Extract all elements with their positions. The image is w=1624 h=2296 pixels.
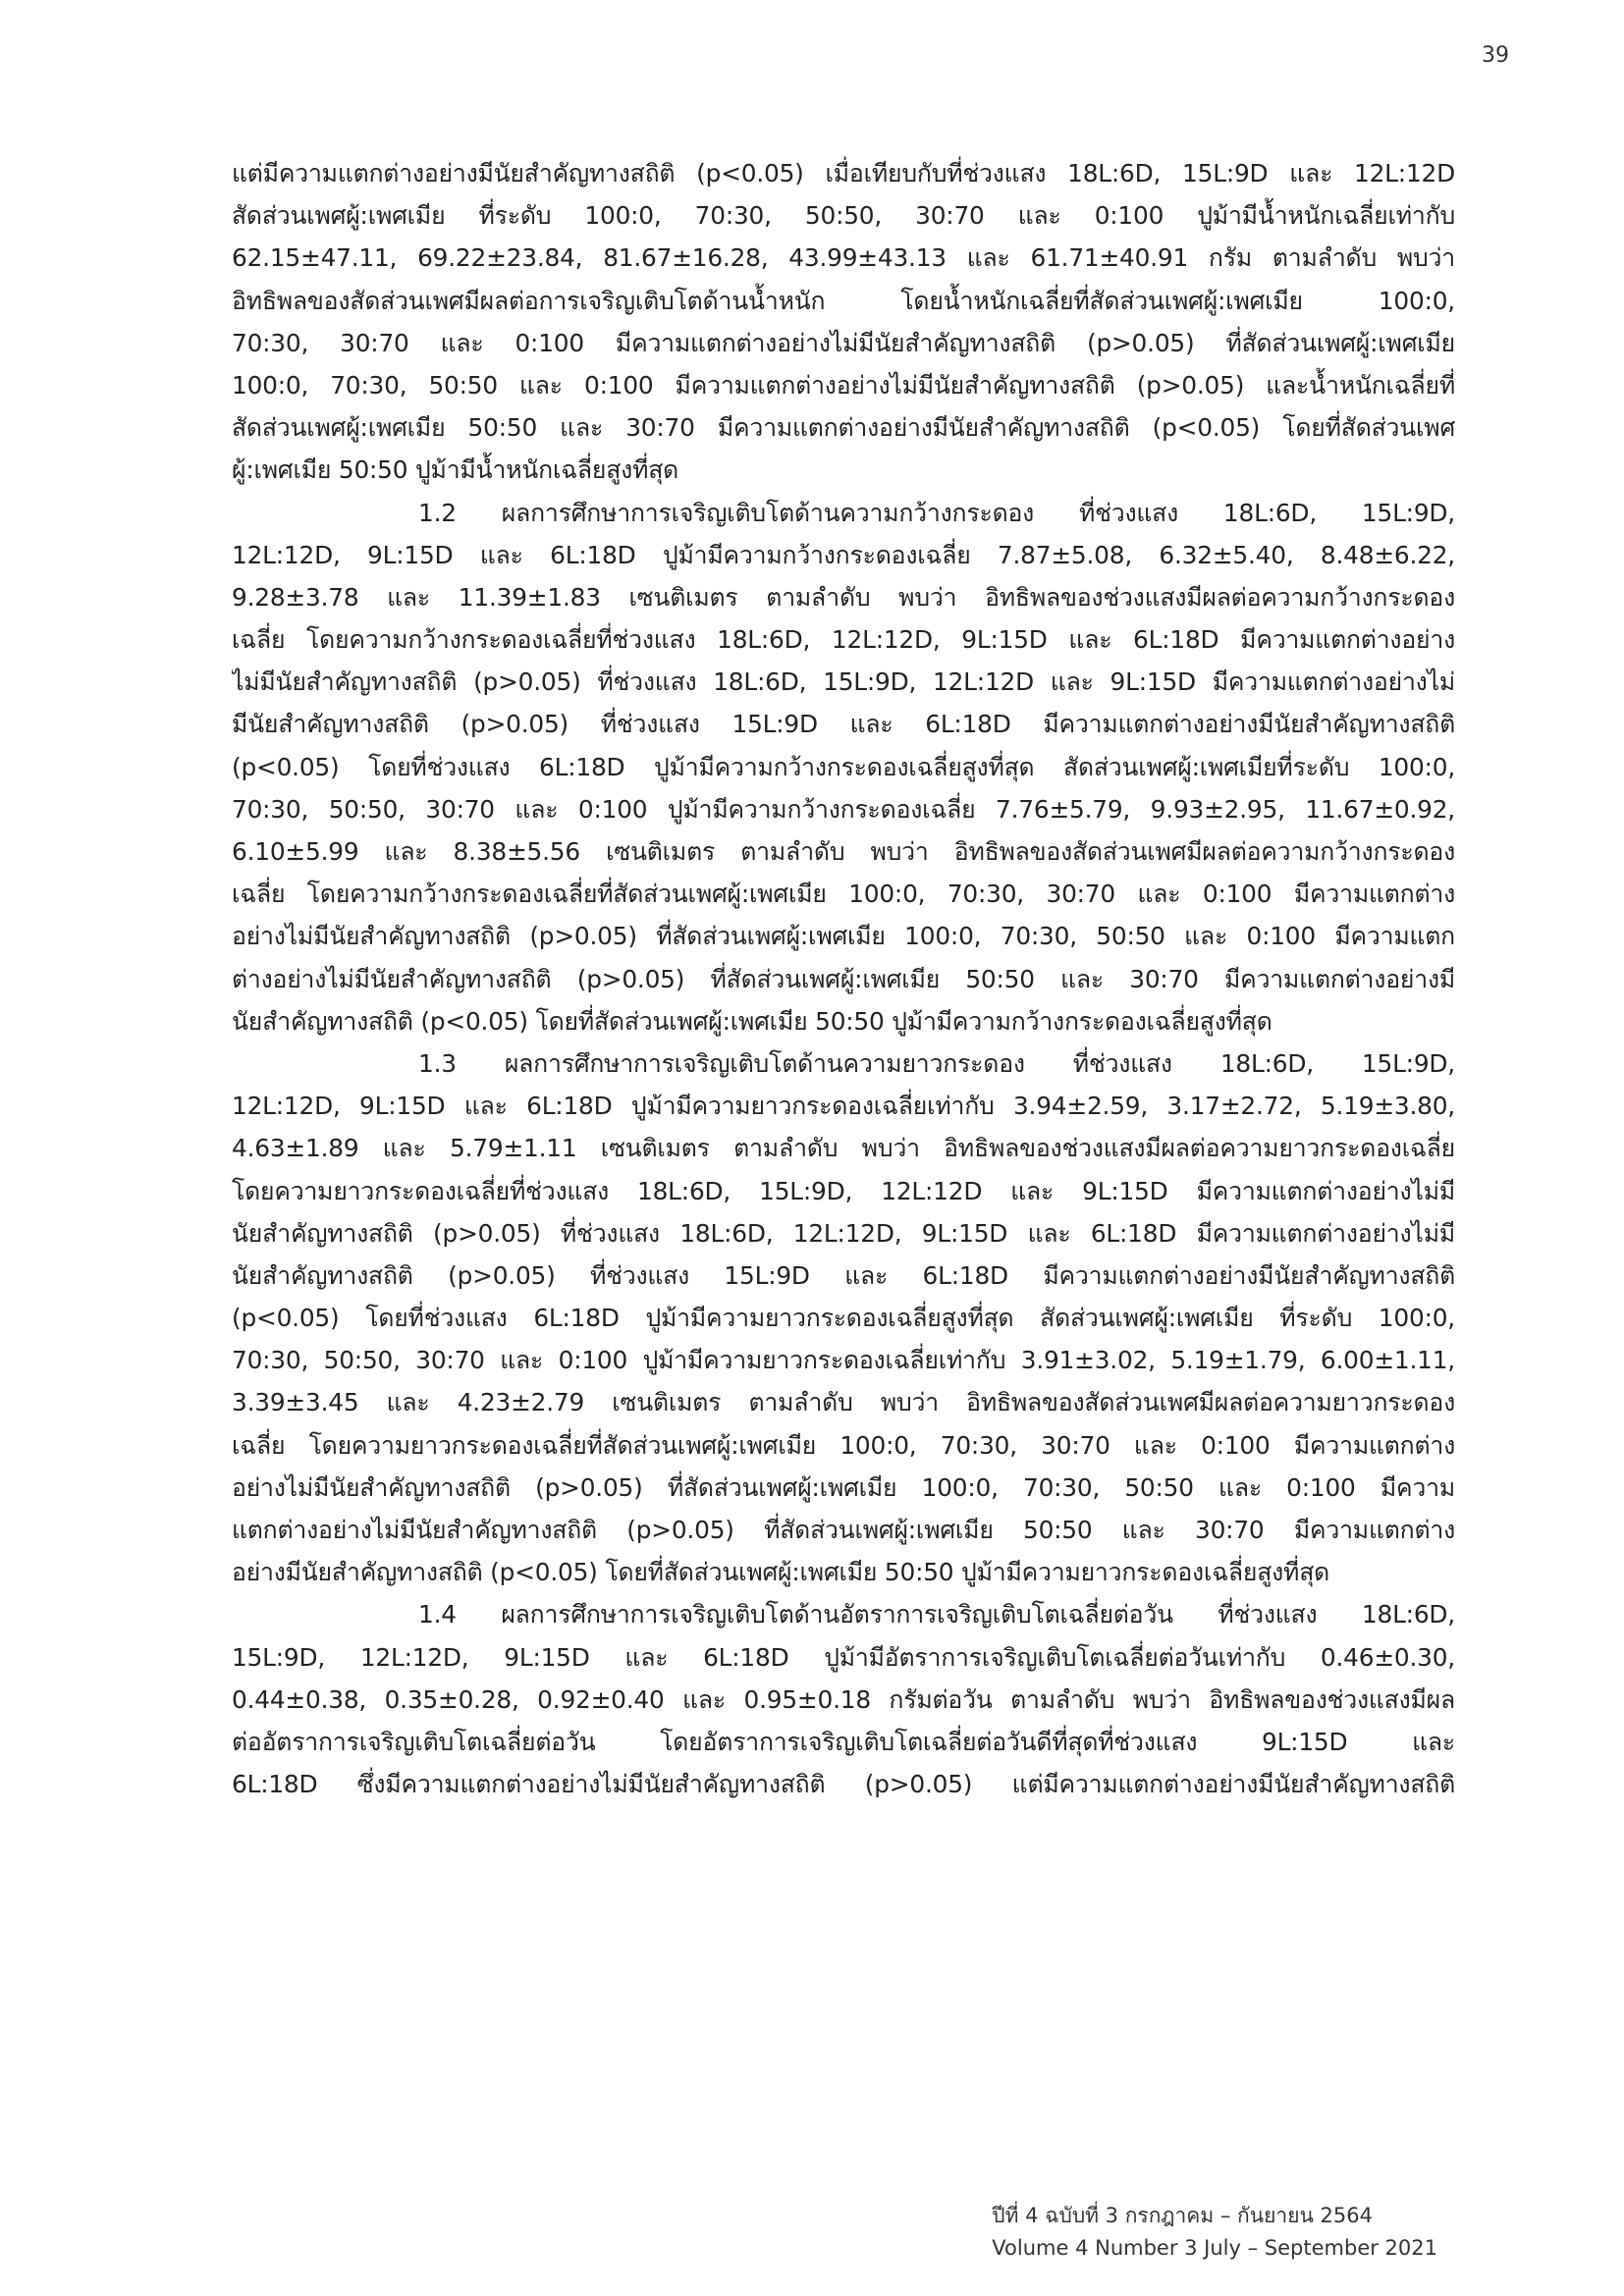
page-number: 39 [1482, 43, 1509, 68]
text-line: 12L:12D, 9L:15D และ 6L:18D ปูม้ามีความยาวกระดองเฉลี่ยเท่ากับ 3.94±2.59, 3.17±2.72, 5.19±3.80, [232, 1092, 1455, 1121]
text-line: เฉลี่ย โดยความยาวกระดองเฉลี่ยที่สัดส่วนเพศผู้:เพศเมีย 100:0, 70:30, 30:70 และ 0:100 มีความแตกต่าง [232, 1430, 1455, 1460]
text-line: 70:30, 50:50, 30:70 และ 0:100 ปูม้ามีความกว้างกระดองเฉลี่ย 7.76±5.79, 9.93±2.95, 11.67±0.92, [232, 794, 1455, 824]
text-line: เฉลี่ย โดยความกว้างกระดองเฉลี่ยที่สัดส่วนเพศผู้:เพศเมีย 100:0, 70:30, 30:70 และ 0:100 มีความแตกต่าง [232, 880, 1455, 909]
text-line: ต่ออัตราการเจริญเติบโตเฉลี่ยต่อวัน โดยอัตราการเจริญเติบโตเฉลี่ยต่อวันดีที่สุดที่ช่วงแสง 9L:15D และ [232, 1727, 1455, 1756]
text-line: 9.28±3.78 และ 11.39±1.83 เซนติเมตร ตามลำดับ พบว่า อิทธิพลของช่วงแสงมีผลต่อความกว้างกระดอง [232, 582, 1455, 612]
text-line: 4.63±1.89 และ 5.79±1.11 เซนติเมตร ตามลำดับ พบว่า อิทธิพลของช่วงแสงมีผลต่อความยาวกระดองเฉลี่ย [232, 1134, 1455, 1163]
text-line: แตกต่างอย่างไม่มีนัยสำคัญทางสถิติ (p>0.05) ที่สัดส่วนเพศผู้:เพศเมีย 50:50 และ 30:70 มีความแตกต่าง [232, 1516, 1455, 1544]
text-line: 70:30, 30:70 และ 0:100 มีความแตกต่างอย่างไม่มีนัยสำคัญทางสถิติ (p>0.05) ที่สัดส่วนเพศผู้:เพศเมีย [232, 328, 1455, 357]
text-line: (p<0.05) โดยที่ช่วงแสง 6L:18D ปูม้ามีความกว้างกระดองเฉลี่ยสูงที่สุด สัดส่วนเพศผู้:เพศเมียที่ระดับ 100:0, [232, 752, 1455, 781]
text-line: แต่มีความแตกต่างอย่างมีนัยสำคัญทางสถิติ (p<0.05) เมื่อเทียบกับที่ช่วงแสง 18L:6D, 15L:9D และ 12L:12D [232, 159, 1455, 187]
text-line: 100:0, 70:30, 50:50 และ 0:100 มีความแตกต่างอย่างไม่มีนัยสำคัญทางสถิติ (p>0.05) และน้ำหนักเฉลี่ยที่ [232, 370, 1455, 400]
text-line: นัยสำคัญทางสถิติ (p>0.05) ที่ช่วงแสง 15L:9D และ 6L:18D มีความแตกต่างอย่างมีนัยสำคัญทางสถิติ [232, 1260, 1455, 1290]
footer-thai-issue: ปีที่ 4 ฉบับที่ 3 กรกฎาคม – กันยายน 2564 [992, 2204, 1373, 2227]
text-line: 6L:18D ซึ่งมีความแตกต่างอย่างไม่มีนัยสำคัญทางสถิติ (p>0.05) แต่มีความแตกต่างอย่างมีนัยสำคัญทางสถิติ [232, 1770, 1455, 1799]
document-body [232, 152, 1455, 1805]
text-line: ผู้:เพศเมีย 50:50 ปูม้ามีน้ำหนักเฉลี่ยสูงที่สุด [232, 455, 679, 485]
text-line: อย่างมีนัยสำคัญทางสถิติ (p<0.05) โดยที่สัดส่วนเพศผู้:เพศเมีย 50:50 ปูม้ามีความยาวกระดองเฉลี่ยสูงที่สุด [232, 1558, 1330, 1587]
text-line: 0.44±0.38, 0.35±0.28, 0.92±0.40 และ 0.95±0.18 กรัมต่อวัน ตามลำดับ พบว่า อิทธิพลของช่วงแสงมีผล [232, 1684, 1455, 1714]
text-line: 3.39±3.45 และ 4.23±2.79 เซนติเมตร ตามลำดับ พบว่า อิทธิพลของสัดส่วนเพศมีผลต่อความยาวกระดอง [232, 1388, 1455, 1417]
text-line: นัยสำคัญทางสถิติ (p>0.05) ที่ช่วงแสง 18L:6D, 12L:12D, 9L:15D และ 6L:18D มีความแตกต่างอย่างไม่มี [232, 1218, 1455, 1248]
text-line: สัดส่วนเพศผู้:เพศเมีย 50:50 และ 30:70 มีความแตกต่างอย่างมีนัยสำคัญทางสถิติ (p<0.05) โดยที่สัดส่วนเพศ [232, 413, 1455, 443]
text-line: โดยความยาวกระดองเฉลี่ยที่ช่วงแสง 18L:6D, 15L:9D, 12L:12D และ 9L:15D มีความแตกต่างอย่างไม่มี [232, 1176, 1455, 1205]
text-line: เฉลี่ย โดยความกว้างกระดองเฉลี่ยที่ช่วงแสง 18L:6D, 12L:12D, 9L:15D และ 6L:18D มีความแตกต่างอย่าง [232, 625, 1455, 655]
text-line: ต่างอย่างไม่มีนัยสำคัญทางสถิติ (p>0.05) ที่สัดส่วนเพศผู้:เพศเมีย 50:50 และ 30:70 มีความแตกต่างอย่างมี [232, 964, 1455, 993]
section-heading-line: 1.2 ผลการศึกษาการเจริญเติบโตด้านความกว้างกระดอง ที่ช่วงแสง 18L:6D, 15L:9D, [418, 498, 1455, 527]
text-line: 12L:12D, 9L:15D และ 6L:18D ปูม้ามีความกว้างกระดองเฉลี่ย 7.87±5.08, 6.32±5.40, 8.48±6.22, [232, 540, 1455, 569]
text-line: สัดส่วนเพศผู้:เพศเมีย ที่ระดับ 100:0, 70:30, 50:50, 30:70 และ 0:100 ปูม้ามีน้ำหนักเฉลี่ยเท่ากับ [232, 201, 1455, 231]
text-line: นัยสำคัญทางสถิติ (p<0.05) โดยที่สัดส่วนเพศผู้:เพศเมีย 50:50 ปูม้ามีความกว้างกระดองเฉลี่ยสูงที่สุด [232, 1006, 1272, 1036]
text-line: มีนัยสำคัญทางสถิติ (p>0.05) ที่ช่วงแสง 15L:9D และ 6L:18D มีความแตกต่างอย่างมีนัยสำคัญทางสถิติ [232, 710, 1455, 739]
section-heading-line: 1.4 ผลการศึกษาการเจริญเติบโตด้านอัตราการเจริญเติบโตเฉลี่ยต่อวัน ที่ช่วงแสง 18L:6D, [418, 1600, 1455, 1629]
text-line: อย่างไม่มีนัยสำคัญทางสถิติ (p>0.05) ที่สัดส่วนเพศผู้:เพศเมีย 100:0, 70:30, 50:50 และ 0:100 มีความ [232, 1472, 1455, 1502]
text-line: 70:30, 50:50, 30:70 และ 0:100 ปูม้ามีความยาวกระดองเฉลี่ยเท่ากับ 3.91±3.02, 5.19±1.79, 6.00±1.11, [232, 1346, 1455, 1375]
text-line: (p<0.05) โดยที่ช่วงแสง 6L:18D ปูม้ามีความยาวกระดองเฉลี่ยสูงที่สุด สัดส่วนเพศผู้:เพศเมีย ที่ระดับ 100:0, [232, 1304, 1455, 1333]
section-heading-line: 1.3 ผลการศึกษาการเจริญเติบโตด้านความยาวกระดอง ที่ช่วงแสง 18L:6D, 15L:9D, [418, 1048, 1455, 1078]
text-line: อิทธิพลของสัดส่วนเพศมีผลต่อการเจริญเติบโตด้านน้ำหนัก โดยน้ำหนักเฉลี่ยที่สัดส่วนเพศผู้:เพศเมีย 100:0, [232, 286, 1455, 315]
journal-footer [992, 2200, 1437, 2265]
text-line: 62.15±47.11, 69.22±23.84, 81.67±16.28, 43.99±43.13 และ 61.71±40.91 กรัม ตามลำดับ พบว่า [232, 243, 1455, 273]
text-line: 6.10±5.99 และ 8.38±5.56 เซนติเมตร ตามลำดับ พบว่า อิทธิพลของสัดส่วนเพศมีผลต่อความกว้างกระดอง [232, 837, 1455, 866]
text-line: ไม่มีนัยสำคัญทางสถิติ (p>0.05) ที่ช่วงแสง 18L:6D, 15L:9D, 12L:12D และ 9L:15D มีความแตกต่างอย่างไม่ [232, 667, 1455, 697]
footer-english-issue: Volume 4 Number 3 July – September 2021 [992, 2236, 1437, 2260]
text-line: อย่างไม่มีนัยสำคัญทางสถิติ (p>0.05) ที่สัดส่วนเพศผู้:เพศเมีย 100:0, 70:30, 50:50 และ 0:100 มีความแตก [232, 922, 1455, 951]
text-line: 15L:9D, 12L:12D, 9L:15D และ 6L:18D ปูม้ามีอัตราการเจริญเติบโตเฉลี่ยต่อวันเท่ากับ 0.46±0.30, [232, 1642, 1455, 1672]
